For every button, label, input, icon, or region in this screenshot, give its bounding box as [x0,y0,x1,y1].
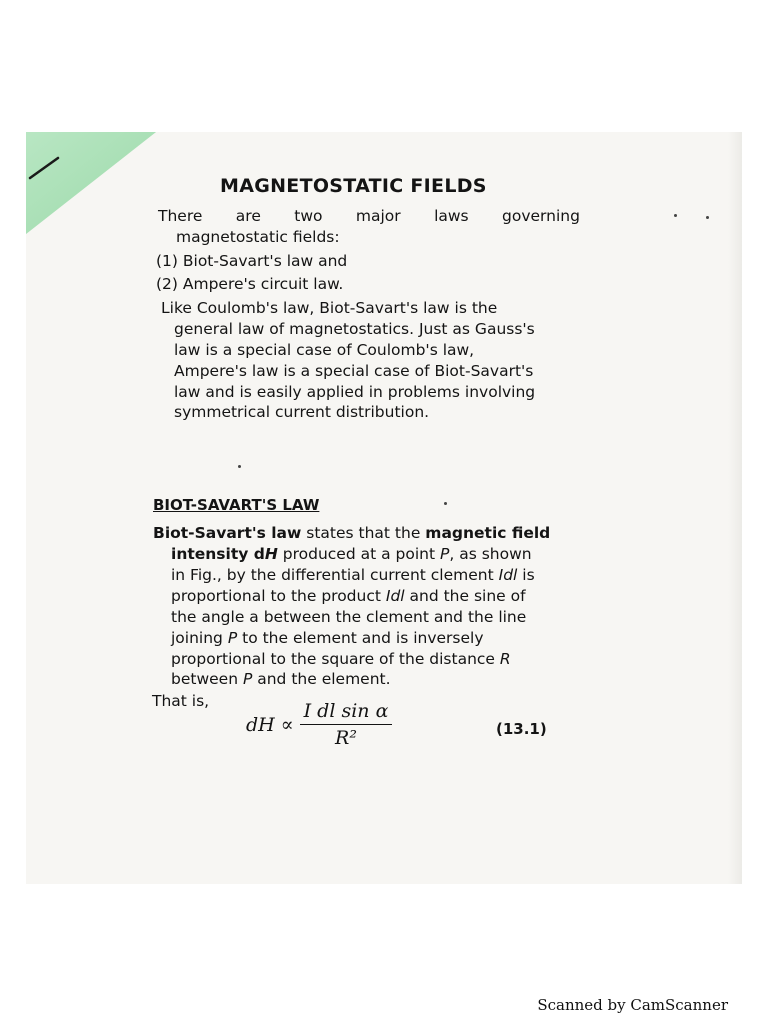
paragraph-line: law and is easily applied in problems involving [174,383,536,401]
paragraph-line: Ampere's law is a special case of Biot-Savart's [174,362,534,380]
paragraph-line: Like Coulomb's law, Biot-Savart's law is the [161,299,498,317]
paragraph-line [171,669,391,690]
intro-word: There [158,207,203,225]
paragraph-line: law is a special case of Coulomb's law, [174,341,475,359]
bold-term: magnetic field [425,524,551,542]
scanned-page [26,132,742,884]
list-item: (2) Ampere's circuit law. [156,275,344,293]
page-title: MAGNETOSTATIC FIELDS [220,175,487,197]
formula-fraction [300,700,393,749]
intro-line-2: magnetostatic fields: [176,228,340,246]
section-heading: BIOT-SAVART'S LAW [153,496,320,514]
intro-word: two [294,207,323,225]
scan-speck [706,216,709,219]
formula-numerator: I dl sin α [300,700,393,725]
text-run: to the element and is inversely [237,629,484,647]
bold-term: Biot-Savart's law [153,524,302,542]
variable: Idl [385,587,405,605]
text-run: produced at a point [277,545,440,563]
variable: P [242,670,253,688]
intro-word: governing [502,207,580,225]
variable: R [499,650,511,668]
text-run: in Fig., by the differential current clement [171,566,499,584]
paragraph-line: general law of magnetostatics. Just as Gauss's [174,320,535,338]
intro-word: major [355,207,401,225]
text-run: , as shown [449,545,532,563]
equation-number: (13.1) [496,720,547,738]
page-content [26,132,742,884]
formula-denominator: R² [335,727,357,749]
paragraph-line [171,586,526,607]
paragraph-line: symmetrical current distribution. [174,403,430,421]
paragraph-line [171,628,484,649]
text-run: between [171,670,243,688]
text-run: states that the [301,524,426,542]
biot-savart-formula [246,700,392,749]
scan-speck [238,465,241,468]
text-run: and the element. [252,670,391,688]
paragraph-line [171,649,511,670]
text-run: and the sine of [404,587,526,605]
paragraph-line [153,523,550,544]
bold-term: intensity d [171,545,265,563]
intro-word: are [235,207,261,225]
formula-lhs: dH ∝ [246,713,294,736]
that-is-label: That is, [152,692,210,710]
text-run: proportional to the product [171,587,386,605]
bold-variable: H [264,545,278,563]
paragraph-line [171,565,535,586]
text-run: joining [171,629,228,647]
variable: P [227,629,238,647]
scan-speck [674,214,677,217]
paragraph-line: the angle a between the clement and the line [171,608,527,626]
list-item: (1) Biot-Savart's law and [156,252,348,270]
variable: P [440,545,450,563]
intro-word: laws [434,207,469,225]
text-run: is [517,566,535,584]
variable: Idl [498,566,518,584]
scanner-watermark: Scanned by CamScanner [537,996,728,1014]
intro-line-1 [158,206,580,227]
text-run: proportional to the square of the distance [171,650,500,668]
paragraph-line [171,544,532,565]
scan-speck [444,502,447,505]
